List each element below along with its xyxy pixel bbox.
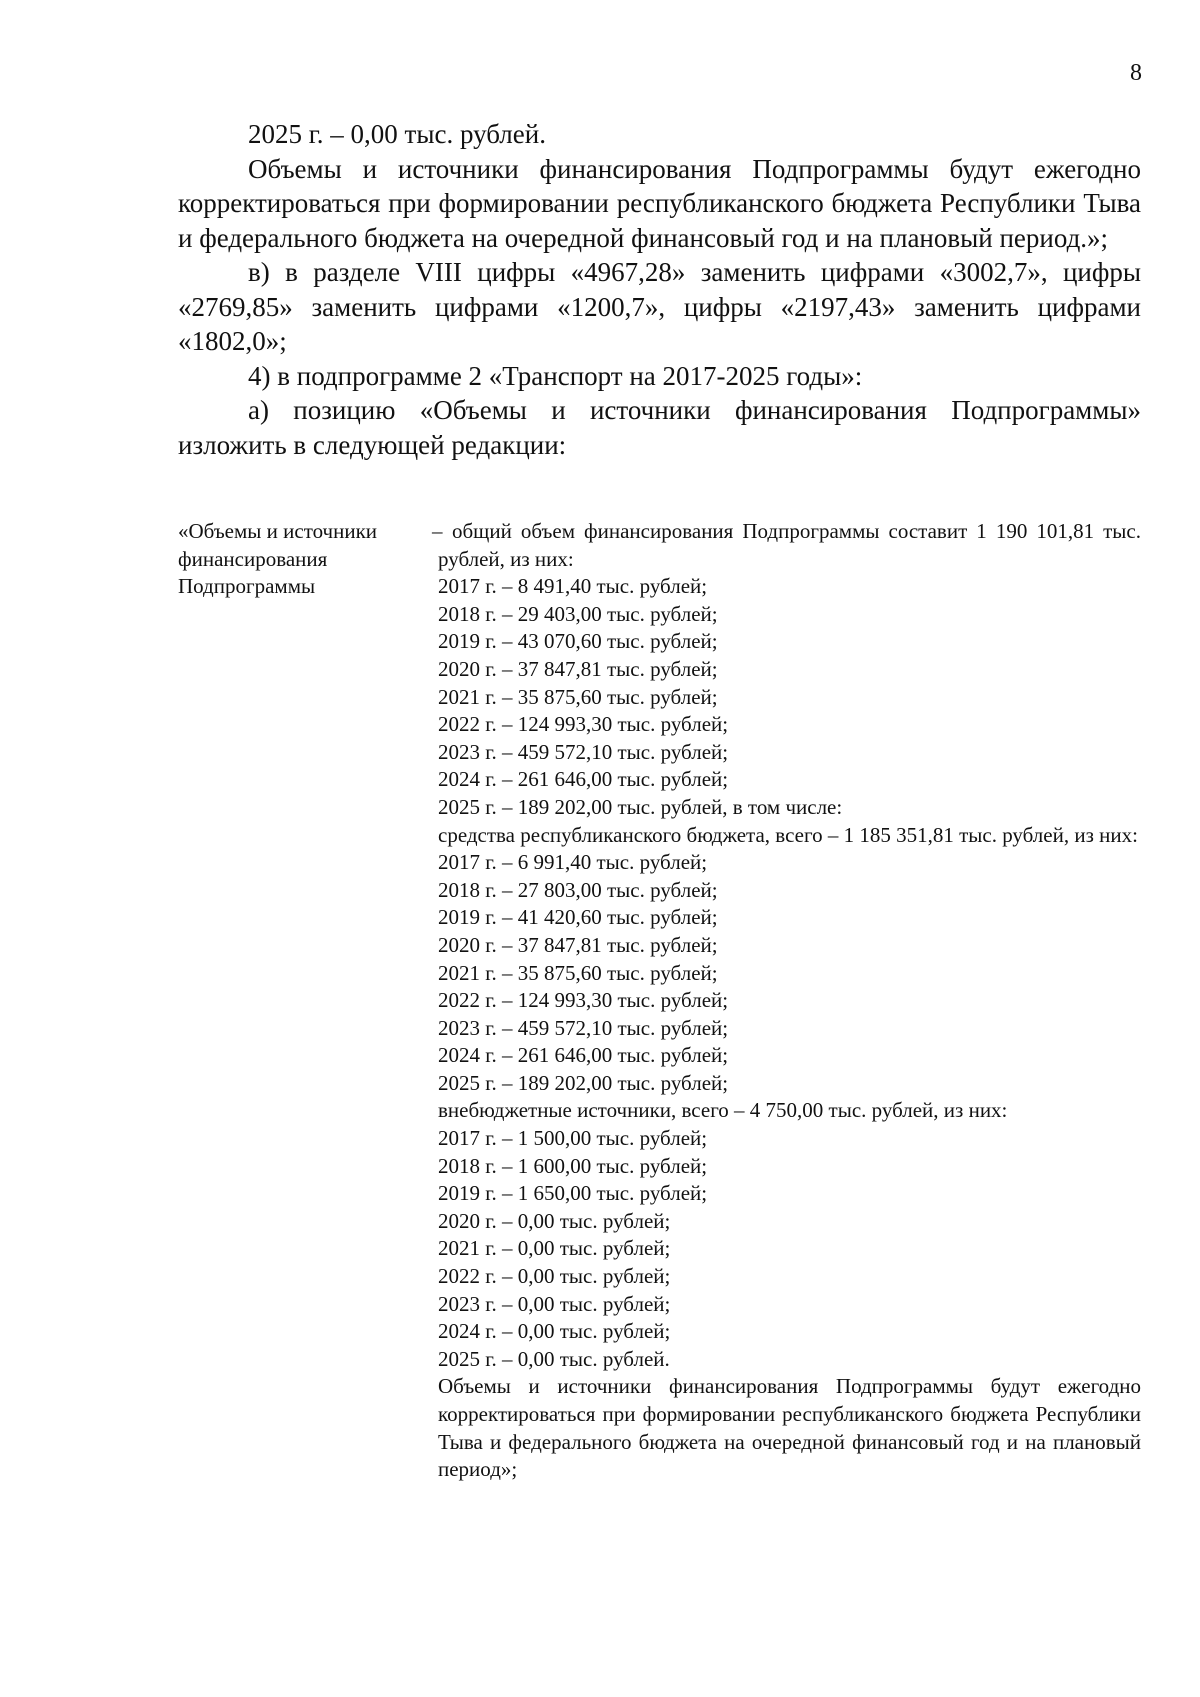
paragraph-funding-adjustment: Объемы и источники финансирования Подпрограммы будут ежегодно корректироваться при формировании республиканского бюджета Республики Тыва и федерального бюджета на очередной финансовый год и на плановый период.»; [178, 153, 1141, 253]
passport-label: «Объемы и источники финансирования Подпрограммы [178, 519, 378, 599]
republic-year-row: 2025 г. – 189 202,00 тыс. рублей; [438, 1070, 729, 1095]
offbudget-year-row: 2020 г. – 0,00 тыс. рублей; [438, 1208, 671, 1233]
republic-year-row: 2023 г. – 459 572,10 тыс. рублей; [438, 1015, 729, 1040]
paragraph-position-a: а) позицию «Объемы и источники финансирования Подпрограммы» изложить в следующей редакции: [178, 395, 1141, 460]
offbudget-year-row: 2024 г. – 0,00 тыс. рублей; [438, 1319, 671, 1344]
total-year-row: 2020 г. – 37 847,81 тыс. рублей; [438, 656, 718, 681]
passport-table [178, 518, 1141, 1484]
offbudget-year-row: 2021 г. – 0,00 тыс. рублей; [438, 1236, 671, 1261]
republic-year-row: 2017 г. – 6 991,40 тыс. рублей; [438, 850, 708, 875]
republic-year-row: 2018 г. – 27 803,00 тыс. рублей; [438, 877, 718, 902]
total-year-row: 2018 г. – 29 403,00 тыс. рублей; [438, 601, 718, 626]
paragraph-section-viii: в) в разделе VIII цифры «4967,28» заменить цифрами «3002,7», цифры «2769,85» заменить цифрами «1200,7», цифры «2197,43» заменить цифрами «1802,0»; [178, 257, 1141, 356]
offbudget-year-row: 2019 г. – 1 650,00 тыс. рублей; [438, 1181, 708, 1206]
total-year-row: 2023 г. – 459 572,10 тыс. рублей; [438, 739, 729, 764]
closing-note: Объемы и источники финансирования Подпрограммы будут ежегодно корректироваться при формировании республиканского бюджета Республики Тыва и федерального бюджета на очередной финансовый год и на плановый период»; [438, 1374, 1141, 1482]
offbudget-year-row: 2022 г. – 0,00 тыс. рублей; [438, 1264, 671, 1289]
total-year-row: 2024 г. – 261 646,00 тыс. рублей; [438, 767, 729, 792]
offbudget-year-row: 2017 г. – 1 500,00 тыс. рублей; [438, 1126, 708, 1151]
total-year-row: 2021 г. – 35 875,60 тыс. рублей; [438, 684, 718, 709]
republic-year-row: 2022 г. – 124 993,30 тыс. рублей; [438, 988, 729, 1013]
republic-year-row: 2020 г. – 37 847,81 тыс. рублей; [438, 932, 718, 957]
passport-content [432, 518, 1141, 1484]
republic-year-row: 2024 г. – 261 646,00 тыс. рублей; [438, 1043, 729, 1068]
total-year-row: 2025 г. – 189 202,00 тыс. рублей, в том числе: [438, 794, 843, 819]
offbudget-intro: внебюджетные источники, всего – 4 750,00 тыс. рублей, из них: [438, 1098, 1008, 1123]
republic-year-row: 2019 г. – 41 420,60 тыс. рублей; [438, 905, 718, 930]
republic-budget-intro: средства республиканского бюджета, всего – 1 185 351,81 тыс. рублей, из них: [438, 822, 1138, 847]
total-intro-text: общий объем финансирования Подпрограммы составит 1 190 101,81 тыс. рублей, из них: [438, 519, 1141, 571]
dash-mark: – [432, 519, 443, 543]
total-year-row: 2022 г. – 124 993,30 тыс. рублей; [438, 712, 729, 737]
offbudget-year-row: 2023 г. – 0,00 тыс. рублей; [438, 1291, 671, 1316]
page-number: 8 [1130, 60, 1142, 86]
paragraph-subprogram-2: 4) в подпрограмме 2 «Транспорт на 2017-2025 годы»: [248, 360, 863, 391]
paragraph-2025-total: 2025 г. – 0,00 тыс. рублей. [248, 119, 546, 149]
total-year-row: 2019 г. – 43 070,60 тыс. рублей; [438, 629, 718, 654]
republic-year-row: 2021 г. – 35 875,60 тыс. рублей; [438, 960, 718, 985]
total-year-row: 2017 г. – 8 491,40 тыс. рублей; [438, 574, 708, 599]
offbudget-year-row: 2018 г. – 1 600,00 тыс. рублей; [438, 1153, 708, 1178]
offbudget-year-row: 2025 г. – 0,00 тыс. рублей. [438, 1346, 670, 1371]
total-intro [432, 518, 1141, 573]
document-body [178, 117, 1141, 462]
